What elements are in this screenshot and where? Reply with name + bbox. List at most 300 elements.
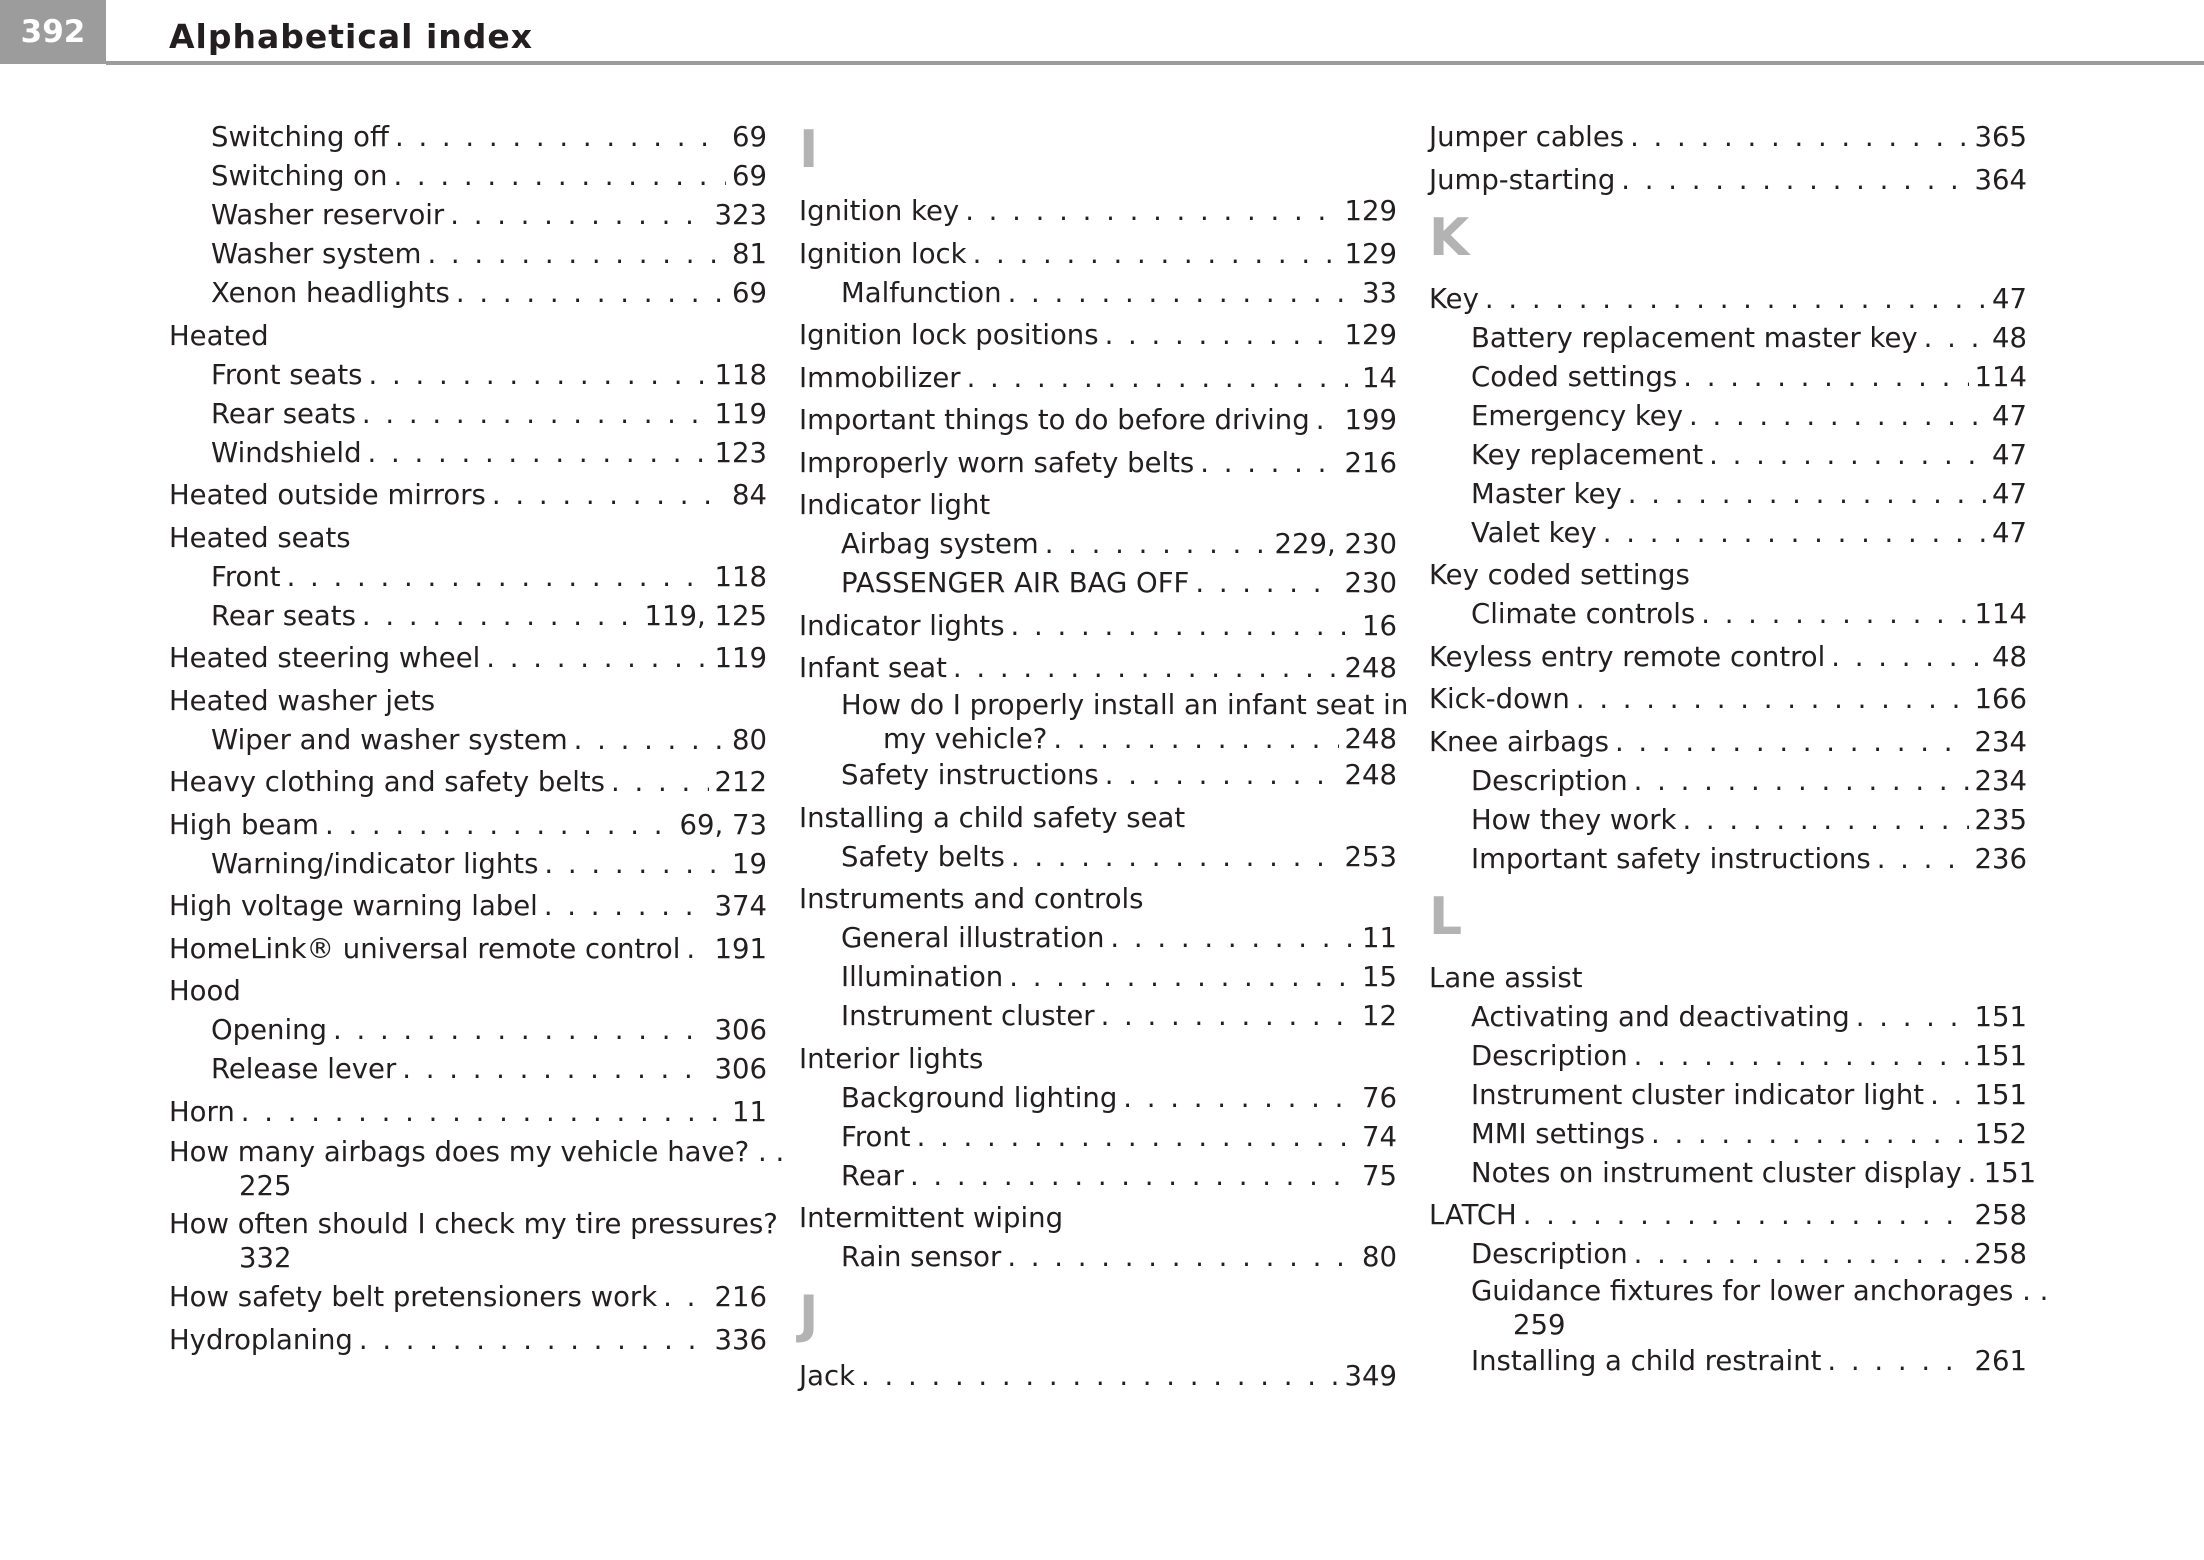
page-reference: 235 bbox=[1974, 803, 2027, 836]
index-entry bbox=[1429, 595, 2027, 634]
dot-leader bbox=[544, 887, 709, 926]
page-reference: 80 bbox=[1362, 1241, 1397, 1273]
page-reference: 114 bbox=[1974, 598, 2027, 630]
index-entry-row bbox=[1471, 397, 2027, 436]
index-entry-row bbox=[211, 845, 767, 884]
index-entry bbox=[169, 930, 767, 969]
index-entry-row bbox=[169, 1135, 785, 1169]
index-entry-row bbox=[799, 607, 1397, 646]
index-term: Illumination bbox=[841, 961, 1004, 993]
index-term: Jump-starting bbox=[1429, 163, 1616, 196]
index-entry-row bbox=[799, 649, 1397, 688]
index-entry bbox=[169, 395, 767, 434]
dot-leader bbox=[965, 192, 1338, 231]
index-entry bbox=[799, 756, 1397, 795]
index-entry bbox=[1429, 358, 2027, 397]
page-reference: 216 bbox=[1344, 446, 1397, 479]
page-reference: 16 bbox=[1362, 609, 1397, 642]
index-term: Instruments and controls bbox=[799, 883, 1144, 915]
index-term: Installing a child restraint bbox=[1471, 1345, 1822, 1377]
page-reference: 212 bbox=[714, 766, 767, 798]
index-term: Improperly worn safety belts bbox=[799, 446, 1195, 479]
page-reference: 47 bbox=[1992, 282, 2027, 315]
dot-leader bbox=[1701, 595, 1968, 634]
dot-leader bbox=[1924, 319, 1986, 358]
index-entry bbox=[799, 1040, 1397, 1079]
index-term: Rear bbox=[841, 1159, 904, 1192]
index-term: Intermittent wiping bbox=[799, 1202, 1064, 1234]
index-entry-row bbox=[799, 486, 1397, 525]
index-entry-row bbox=[1471, 998, 2027, 1037]
page-reference: 76 bbox=[1362, 1081, 1397, 1114]
page-reference: 48 bbox=[1992, 640, 2027, 673]
index-term: Description bbox=[1471, 1238, 1628, 1270]
index-entry bbox=[1429, 680, 2027, 719]
index-term: Ignition key bbox=[799, 195, 960, 227]
page-reference: 236 bbox=[1974, 842, 2027, 875]
index-entry-row bbox=[211, 558, 767, 597]
index-term: Airbag system bbox=[841, 528, 1039, 560]
index-entry bbox=[799, 401, 1397, 440]
index-entry-row bbox=[1471, 436, 2027, 475]
index-entry-row bbox=[1429, 280, 2027, 319]
dot-leader bbox=[1110, 919, 1356, 958]
index-term: Indicator light bbox=[799, 489, 991, 521]
index-entry-row bbox=[169, 639, 767, 678]
index-entry bbox=[169, 682, 767, 721]
index-entry bbox=[799, 688, 1409, 756]
page-reference: 234 bbox=[1974, 764, 2027, 797]
index-entry-row bbox=[1429, 638, 2027, 677]
index-entry bbox=[169, 887, 767, 926]
index-term: Warning/indicator lights bbox=[211, 847, 539, 880]
index-entry bbox=[799, 486, 1397, 525]
index-entry bbox=[1429, 556, 2027, 595]
index-entry-row bbox=[841, 1157, 1397, 1196]
section-letter: I bbox=[799, 120, 819, 180]
page-reference: 248 bbox=[1344, 759, 1397, 791]
index-entry-row bbox=[169, 682, 767, 721]
index-entry-row bbox=[1429, 723, 2027, 762]
index-term: General illustration bbox=[841, 922, 1105, 954]
index-entry-row bbox=[841, 525, 1397, 564]
page-reference: 33 bbox=[1362, 276, 1397, 309]
index-term: Washer system bbox=[211, 238, 422, 270]
dot-leader bbox=[953, 649, 1339, 688]
index-entry-row bbox=[1471, 358, 2027, 397]
index-entry bbox=[1429, 1115, 2027, 1154]
index-entry bbox=[169, 157, 767, 196]
page-reference: 69 bbox=[732, 121, 767, 153]
dot-leader bbox=[1105, 756, 1339, 795]
index-entry-row bbox=[211, 395, 767, 434]
page-reference: 365 bbox=[1974, 121, 2027, 153]
dot-leader bbox=[1105, 316, 1339, 355]
dot-leader bbox=[241, 1093, 726, 1132]
page-reference: 74 bbox=[1362, 1120, 1397, 1153]
index-entry bbox=[799, 235, 1397, 274]
index-entry-row bbox=[1471, 1342, 2027, 1381]
index-entry-row bbox=[841, 1079, 1397, 1118]
index-column-2 bbox=[799, 118, 1409, 1396]
page-reference: 69 bbox=[732, 160, 767, 192]
dot-leader bbox=[1576, 680, 1969, 719]
dot-leader bbox=[492, 476, 726, 515]
index-term: Washer reservoir bbox=[211, 199, 445, 231]
index-entry-row bbox=[169, 972, 767, 1011]
index-entry-row bbox=[841, 997, 1397, 1036]
index-entry bbox=[799, 1199, 1397, 1238]
index-entry bbox=[1429, 1037, 2027, 1076]
index-term: Xenon headlights bbox=[211, 277, 450, 309]
dot-leader bbox=[450, 196, 708, 235]
index-entry-row bbox=[1471, 1076, 2027, 1115]
index-entry-row bbox=[841, 1118, 1397, 1157]
index-term: Important things to do before driving bbox=[799, 404, 1310, 436]
index-term: Switching off bbox=[211, 121, 389, 153]
dot-leader bbox=[973, 235, 1339, 274]
index-term: Switching on bbox=[211, 160, 388, 192]
index-entry bbox=[169, 196, 767, 235]
index-entry bbox=[1429, 1235, 2027, 1274]
page-reference: 151 bbox=[1974, 1000, 2027, 1033]
page-reference: 48 bbox=[1992, 321, 2027, 354]
dot-leader bbox=[663, 1278, 708, 1317]
dot-leader bbox=[1007, 1238, 1356, 1277]
page-reference: 118 bbox=[714, 358, 767, 391]
index-term: Kick-down bbox=[1429, 683, 1570, 715]
index-term: High beam bbox=[169, 808, 319, 841]
dot-leader bbox=[1709, 436, 1986, 475]
index-entry-row bbox=[1471, 1154, 2037, 1193]
index-entry-row bbox=[841, 958, 1397, 997]
index-entry-row bbox=[799, 401, 1397, 440]
index-term: Immobilizer bbox=[799, 361, 961, 394]
index-entry bbox=[1429, 397, 2027, 436]
index-entry bbox=[169, 235, 767, 274]
page-reference: 248 bbox=[1344, 723, 1397, 755]
index-entry-row bbox=[169, 763, 767, 802]
index-entry-row bbox=[799, 799, 1397, 838]
dot-leader bbox=[362, 597, 639, 636]
index-entry-row bbox=[1471, 1037, 2027, 1076]
index-term: Windshield bbox=[211, 436, 362, 469]
page-reference: 253 bbox=[1344, 840, 1397, 873]
index-entry bbox=[169, 274, 767, 313]
index-entry bbox=[799, 274, 1397, 313]
dot-leader: . . bbox=[749, 1136, 785, 1168]
page-reference: 258 bbox=[1974, 1238, 2027, 1270]
index-entry bbox=[169, 806, 767, 845]
dot-leader bbox=[1195, 564, 1338, 603]
dot-leader bbox=[1045, 525, 1269, 564]
page-reference: 332 bbox=[239, 1241, 292, 1274]
dot-leader bbox=[1053, 722, 1338, 756]
index-entry bbox=[1429, 1274, 2049, 1342]
section-letter: L bbox=[1429, 886, 1463, 947]
dot-leader bbox=[1603, 514, 1986, 553]
index-term: Climate controls bbox=[1471, 598, 1696, 630]
dot-leader bbox=[1689, 397, 1986, 436]
index-entry-row bbox=[211, 196, 767, 235]
dot-leader bbox=[1856, 998, 1969, 1037]
index-entry-row bbox=[169, 317, 767, 356]
page-title: Alphabetical index bbox=[169, 17, 534, 56]
index-entry-row bbox=[1471, 475, 2027, 514]
index-term: How they work bbox=[1471, 803, 1677, 836]
index-entry bbox=[799, 444, 1397, 483]
index-column-3 bbox=[1429, 118, 2049, 1381]
index-entry-row bbox=[1471, 840, 2027, 879]
page-reference: 306 bbox=[714, 1053, 767, 1085]
page-reference: 19 bbox=[732, 847, 767, 880]
index-term: Front bbox=[211, 560, 281, 593]
index-entry bbox=[169, 434, 767, 473]
index-entry bbox=[799, 1357, 1397, 1396]
dot-leader bbox=[1008, 274, 1356, 313]
index-term: Release lever bbox=[211, 1053, 397, 1085]
dot-leader bbox=[1628, 475, 1986, 514]
page-reference: 225 bbox=[239, 1170, 292, 1202]
index-entry bbox=[169, 558, 767, 597]
dot-leader bbox=[333, 1011, 709, 1050]
index-entry-row bbox=[799, 1357, 1397, 1396]
index-term: Malfunction bbox=[841, 276, 1002, 309]
page-reference: 248 bbox=[1344, 652, 1397, 684]
dot-leader bbox=[402, 1050, 708, 1089]
page-reference: 230 bbox=[1344, 567, 1397, 599]
index-entry bbox=[1429, 762, 2027, 801]
index-entry-row bbox=[841, 1238, 1397, 1277]
page-reference: 199 bbox=[1344, 404, 1397, 436]
dot-leader bbox=[1101, 997, 1356, 1036]
index-entry bbox=[1429, 161, 2027, 200]
dot-leader bbox=[359, 1321, 709, 1360]
dot-leader bbox=[1621, 161, 1968, 200]
dot-leader bbox=[1930, 1076, 1968, 1115]
index-entry-row bbox=[169, 1093, 767, 1132]
index-term: High voltage warning label bbox=[169, 890, 538, 922]
page-reference: 47 bbox=[1992, 399, 2027, 432]
index-term: Knee airbags bbox=[1429, 725, 1609, 758]
dot-leader bbox=[544, 845, 726, 884]
index-term: How safety belt pretensioners work bbox=[169, 1281, 658, 1313]
index-entry-row bbox=[841, 564, 1397, 603]
dot-leader bbox=[369, 356, 709, 395]
page-reference: 261 bbox=[1974, 1345, 2027, 1377]
index-entry-row bbox=[211, 118, 767, 157]
index-term: Interior lights bbox=[799, 1042, 984, 1075]
page-reference: 69, 73 bbox=[679, 808, 767, 841]
index-entry-row bbox=[169, 519, 767, 558]
index-entry-row bbox=[211, 434, 767, 473]
index-term: Jumper cables bbox=[1429, 121, 1625, 153]
index-entry bbox=[1429, 475, 2027, 514]
index-term: Rear seats bbox=[211, 397, 356, 430]
dot-leader bbox=[1968, 1154, 1978, 1193]
index-entry bbox=[169, 597, 767, 636]
dot-leader bbox=[1523, 1196, 1969, 1235]
index-entry-row bbox=[211, 274, 767, 313]
index-entry bbox=[1429, 319, 2027, 358]
index-entry bbox=[799, 958, 1397, 997]
index-entry bbox=[1429, 801, 2027, 840]
dot-leader bbox=[574, 721, 726, 760]
dot-leader bbox=[1009, 958, 1356, 997]
index-term: Key bbox=[1429, 282, 1479, 315]
dot-leader bbox=[1200, 444, 1338, 483]
dot-leader bbox=[395, 118, 726, 157]
index-term: Rain sensor bbox=[841, 1241, 1002, 1273]
index-entry bbox=[799, 607, 1397, 646]
dot-leader bbox=[1651, 1115, 1969, 1154]
index-term: Master key bbox=[1471, 477, 1622, 510]
page-reference: 11 bbox=[732, 1095, 767, 1128]
index-entry bbox=[799, 997, 1397, 1036]
index-entry-row bbox=[169, 476, 767, 515]
dot-leader bbox=[368, 434, 709, 473]
index-entry bbox=[169, 639, 767, 678]
page-reference: 234 bbox=[1974, 725, 2027, 758]
index-term-continued: my vehicle? bbox=[883, 723, 1048, 755]
index-entry bbox=[169, 972, 767, 1011]
index-term: Hydroplaning bbox=[169, 1323, 353, 1356]
index-entry-row bbox=[841, 688, 1409, 722]
index-term: Activating and deactivating bbox=[1471, 1000, 1850, 1033]
page-reference: 47 bbox=[1992, 438, 2027, 471]
index-term: Hood bbox=[169, 975, 241, 1007]
page-reference: 119 bbox=[714, 642, 767, 674]
index-entry-row bbox=[1429, 959, 2027, 998]
index-term: Heavy clothing and safety belts bbox=[169, 766, 605, 798]
dot-leader bbox=[1011, 607, 1356, 646]
index-term: Emergency key bbox=[1471, 399, 1683, 432]
section-letter: J bbox=[799, 1285, 819, 1345]
index-entry bbox=[799, 919, 1397, 958]
index-term: Background lighting bbox=[841, 1081, 1118, 1114]
page-reference: 80 bbox=[732, 723, 767, 756]
index-entry bbox=[169, 476, 767, 515]
index-entry-row bbox=[1429, 680, 2027, 719]
index-entry-row bbox=[1471, 1115, 2027, 1154]
page-reference: 364 bbox=[1974, 163, 2027, 196]
index-term: Ignition lock bbox=[799, 237, 967, 270]
index-term: Important safety instructions bbox=[1471, 842, 1871, 875]
index-entry-row bbox=[169, 1278, 767, 1317]
index-term: Lane assist bbox=[1429, 961, 1583, 994]
dot-leader: . . bbox=[2013, 1275, 2049, 1307]
dot-leader bbox=[1831, 638, 1986, 677]
page-reference: 118 bbox=[714, 560, 767, 593]
page-reference: 84 bbox=[732, 479, 767, 511]
dot-leader bbox=[325, 806, 674, 845]
index-entry bbox=[1429, 959, 2027, 998]
page-reference: 15 bbox=[1362, 961, 1397, 993]
page-reference: 114 bbox=[1974, 360, 2027, 393]
index-term: Rear seats bbox=[211, 599, 356, 632]
index-entry bbox=[1429, 1076, 2027, 1115]
page-reference: 75 bbox=[1362, 1159, 1397, 1192]
page-reference: 216 bbox=[714, 1281, 767, 1313]
index-entry bbox=[169, 118, 767, 157]
index-term: Heated bbox=[169, 319, 269, 352]
index-term: Heated outside mirrors bbox=[169, 479, 486, 511]
index-entry bbox=[1429, 436, 2027, 475]
index-term: Safety belts bbox=[841, 840, 1005, 873]
dot-leader bbox=[456, 274, 726, 313]
page-number: 392 bbox=[0, 0, 106, 64]
dot-leader bbox=[1316, 401, 1339, 440]
index-entry-row bbox=[1471, 1274, 2049, 1308]
index-entry bbox=[169, 1093, 767, 1132]
page-reference: 349 bbox=[1344, 1360, 1397, 1392]
index-term: Opening bbox=[211, 1014, 327, 1046]
index-entry bbox=[1429, 1154, 2037, 1193]
index-term: Infant seat bbox=[799, 652, 947, 684]
index-entry bbox=[169, 1050, 767, 1089]
index-term: HomeLink® universal remote control bbox=[169, 932, 681, 965]
index-term: Instrument cluster indicator light bbox=[1471, 1078, 1925, 1111]
page-reference: 69 bbox=[732, 277, 767, 309]
index-entry bbox=[1429, 723, 2027, 762]
index-term: Valet key bbox=[1471, 516, 1597, 549]
index-entry bbox=[169, 356, 767, 395]
dot-leader bbox=[686, 930, 708, 969]
index-term: Notes on instrument cluster display bbox=[1471, 1156, 1962, 1189]
index-entry bbox=[169, 519, 767, 558]
index-entry bbox=[169, 1207, 778, 1275]
index-entry-row bbox=[799, 359, 1397, 398]
index-entry bbox=[1429, 280, 2027, 319]
page-reference: 47 bbox=[1992, 477, 2027, 510]
index-entry-row bbox=[1471, 319, 2027, 358]
index-term: Jack bbox=[799, 1360, 856, 1392]
index-entry bbox=[799, 316, 1397, 355]
index-entry-row bbox=[169, 887, 767, 926]
dot-leader bbox=[1634, 1235, 1969, 1274]
dot-leader bbox=[362, 395, 709, 434]
index-entry bbox=[799, 192, 1397, 231]
index-entry-row bbox=[799, 235, 1397, 274]
index-entry bbox=[799, 1157, 1397, 1196]
page-reference: 258 bbox=[1974, 1199, 2027, 1231]
index-entry-row bbox=[841, 722, 1397, 756]
index-entry bbox=[169, 1278, 767, 1317]
index-entry bbox=[169, 845, 767, 884]
dot-leader bbox=[1827, 1342, 1968, 1381]
index-entry-row bbox=[1471, 1235, 2027, 1274]
index-entry bbox=[799, 525, 1397, 564]
index-entry-row bbox=[1429, 1196, 2027, 1235]
index-term: Key coded settings bbox=[1429, 559, 1690, 591]
dot-leader bbox=[917, 1118, 1356, 1157]
index-entry-row bbox=[169, 806, 767, 845]
index-term: Horn bbox=[169, 1095, 235, 1128]
index-entry bbox=[1429, 840, 2027, 879]
page-reference: 11 bbox=[1362, 922, 1397, 954]
index-entry-row bbox=[799, 444, 1397, 483]
index-entry-row bbox=[799, 192, 1397, 231]
index-entry bbox=[1429, 1196, 2027, 1235]
index-entry-row bbox=[1471, 595, 2027, 634]
dot-leader bbox=[1011, 838, 1339, 877]
index-entry-row bbox=[841, 838, 1397, 877]
index-term: Wiper and washer system bbox=[211, 723, 568, 756]
index-entry-row bbox=[799, 316, 1397, 355]
page-reference: 47 bbox=[1992, 516, 2027, 549]
dot-leader bbox=[611, 763, 709, 802]
index-entry-row bbox=[841, 919, 1397, 958]
